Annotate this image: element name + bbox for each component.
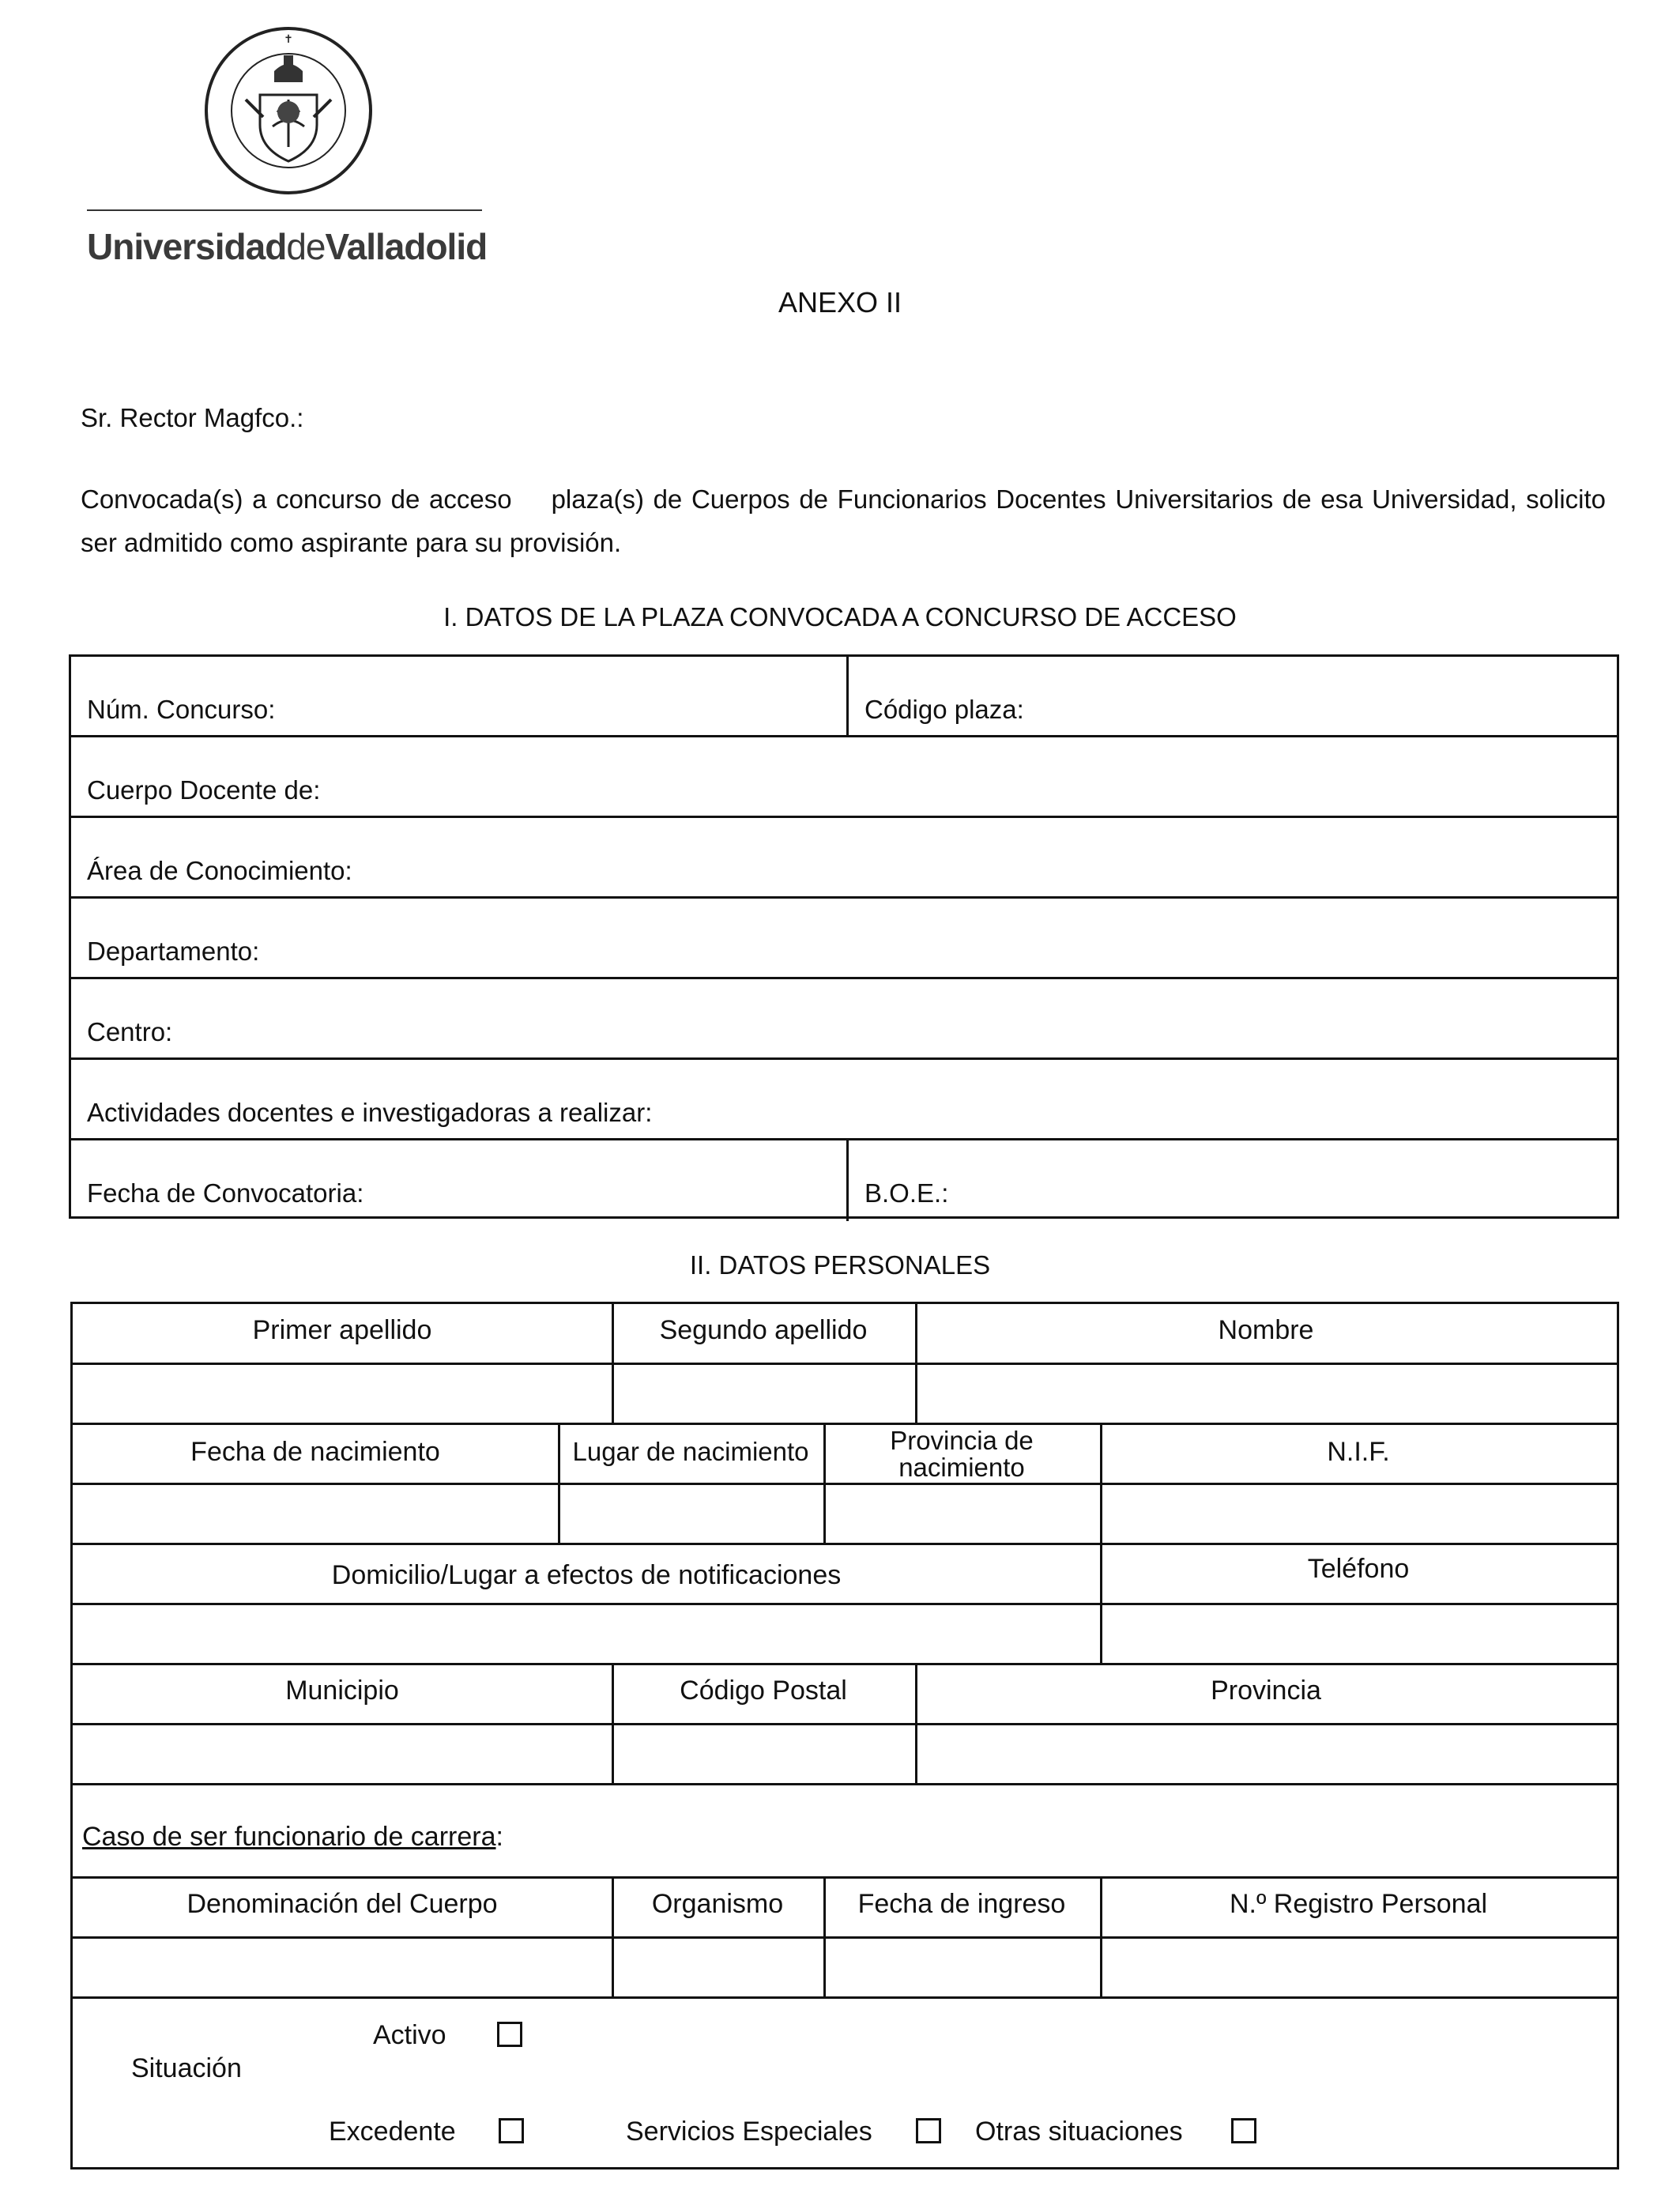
primer-apellido-input[interactable] bbox=[73, 1365, 612, 1423]
municipio-label: Municipio bbox=[285, 1676, 399, 1706]
personal-data-table bbox=[70, 1302, 1619, 2169]
cuerpo-docente-field[interactable]: Cuerpo Docente de: bbox=[87, 775, 321, 805]
codigo-plaza-field[interactable]: Código plaza: bbox=[864, 695, 1024, 724]
codigo-postal-input[interactable] bbox=[614, 1725, 915, 1783]
university-seal-logo bbox=[202, 24, 375, 198]
plaza-data-table bbox=[69, 654, 1619, 1219]
nif-label: N.I.F. bbox=[1327, 1437, 1390, 1467]
fecha-nacimiento-input[interactable] bbox=[73, 1485, 558, 1543]
area-conocimiento-field[interactable]: Área de Conocimiento: bbox=[87, 856, 352, 885]
organismo-label: Organismo bbox=[651, 1889, 784, 1919]
telefono-label: Teléfono bbox=[1307, 1554, 1410, 1584]
row-divider bbox=[73, 1663, 1617, 1665]
situacion-label: Situación bbox=[131, 2053, 242, 2083]
registro-personal-input[interactable] bbox=[1102, 1939, 1617, 1996]
segundo-apellido-input[interactable] bbox=[614, 1365, 915, 1423]
excedente-checkbox[interactable] bbox=[499, 2118, 524, 2143]
table-row bbox=[71, 1060, 1617, 1140]
university-name: UniversidaddeValladolid bbox=[87, 226, 488, 267]
nombre-input[interactable] bbox=[917, 1365, 1617, 1423]
lugar-nacimiento-input[interactable] bbox=[560, 1485, 823, 1543]
actividades-field[interactable]: Actividades docentes e investigadoras a realizar: bbox=[87, 1098, 653, 1127]
activo-label: Activo bbox=[373, 2020, 446, 2050]
fecha-ingreso-input[interactable] bbox=[826, 1939, 1100, 1996]
row-divider bbox=[73, 1876, 1617, 1879]
table-row bbox=[71, 1140, 1617, 1221]
segundo-apellido-label: Segundo apellido bbox=[659, 1315, 868, 1345]
departamento-field[interactable]: Departamento: bbox=[87, 937, 260, 966]
otras-situaciones-label: Otras situaciones bbox=[975, 2117, 1183, 2147]
row-divider bbox=[73, 1543, 1617, 1545]
domicilio-label: Domicilio/Lugar a efectos de notificaciones bbox=[331, 1560, 842, 1590]
table-row bbox=[71, 737, 1617, 818]
telefono-input[interactable] bbox=[1102, 1605, 1617, 1663]
denominacion-cuerpo-label: Denominación del Cuerpo bbox=[186, 1889, 498, 1919]
logo-divider bbox=[87, 209, 482, 211]
domicilio-input[interactable] bbox=[73, 1605, 1100, 1663]
intro-paragraph: Convocada(s) a concurso de acceso plaza(s) de Cuerpos de Funcionarios Docentes Universitarios de esa Universidad, solicito ser admitido como aspirante para su provisión. bbox=[81, 484, 1607, 557]
fecha-ingreso-label: Fecha de ingreso bbox=[857, 1889, 1066, 1919]
registro-personal-label: N.º Registro Personal bbox=[1229, 1889, 1488, 1919]
provincia-label: Provincia bbox=[1211, 1676, 1321, 1706]
document-title: ANEXO II bbox=[778, 286, 902, 319]
caso-funcionario-label: Caso de ser funcionario de carrera: bbox=[82, 1822, 503, 1852]
activo-checkbox[interactable] bbox=[497, 2022, 522, 2047]
otras-situaciones-checkbox[interactable] bbox=[1231, 2118, 1256, 2143]
primer-apellido-label: Primer apellido bbox=[252, 1315, 432, 1345]
table-row bbox=[71, 657, 1617, 737]
excedente-label: Excedente bbox=[329, 2117, 456, 2147]
salutation: Sr. Rector Magfco.: bbox=[81, 403, 304, 432]
table-row bbox=[71, 818, 1617, 899]
row-divider bbox=[73, 1996, 1617, 1999]
nombre-label: Nombre bbox=[1218, 1315, 1314, 1345]
provincia-input[interactable] bbox=[917, 1725, 1617, 1783]
svg-text:✝: ✝ bbox=[284, 34, 293, 46]
row-divider bbox=[73, 1783, 1617, 1785]
nif-input[interactable] bbox=[1102, 1485, 1617, 1543]
denominacion-cuerpo-input[interactable] bbox=[73, 1939, 612, 1996]
section-2-title: II. DATOS PERSONALES bbox=[689, 1250, 991, 1280]
table-row bbox=[71, 979, 1617, 1060]
centro-field[interactable]: Centro: bbox=[87, 1017, 173, 1046]
section-1-title: I. DATOS DE LA PLAZA CONVOCADA A CONCURSO DE ACCESO bbox=[443, 602, 1237, 631]
table-row bbox=[71, 899, 1617, 979]
row-divider bbox=[73, 1423, 1617, 1425]
servicios-especiales-checkbox[interactable] bbox=[916, 2118, 941, 2143]
municipio-input[interactable] bbox=[73, 1725, 612, 1783]
codigo-postal-label: Código Postal bbox=[680, 1676, 847, 1706]
boe-field[interactable]: B.O.E.: bbox=[864, 1178, 949, 1208]
servicios-especiales-label: Servicios Especiales bbox=[626, 2117, 872, 2147]
provincia-nacimiento-label: Provincia de nacimiento bbox=[890, 1426, 1034, 1482]
lugar-nacimiento-label: Lugar de nacimiento bbox=[572, 1437, 809, 1466]
organismo-input[interactable] bbox=[614, 1939, 823, 1996]
num-concurso-field[interactable]: Núm. Concurso: bbox=[71, 657, 849, 735]
fecha-nacimiento-label: Fecha de nacimiento bbox=[190, 1437, 440, 1467]
fecha-convocatoria-field[interactable]: Fecha de Convocatoria: bbox=[71, 1140, 849, 1221]
provincia-nacimiento-input[interactable] bbox=[826, 1485, 1100, 1543]
